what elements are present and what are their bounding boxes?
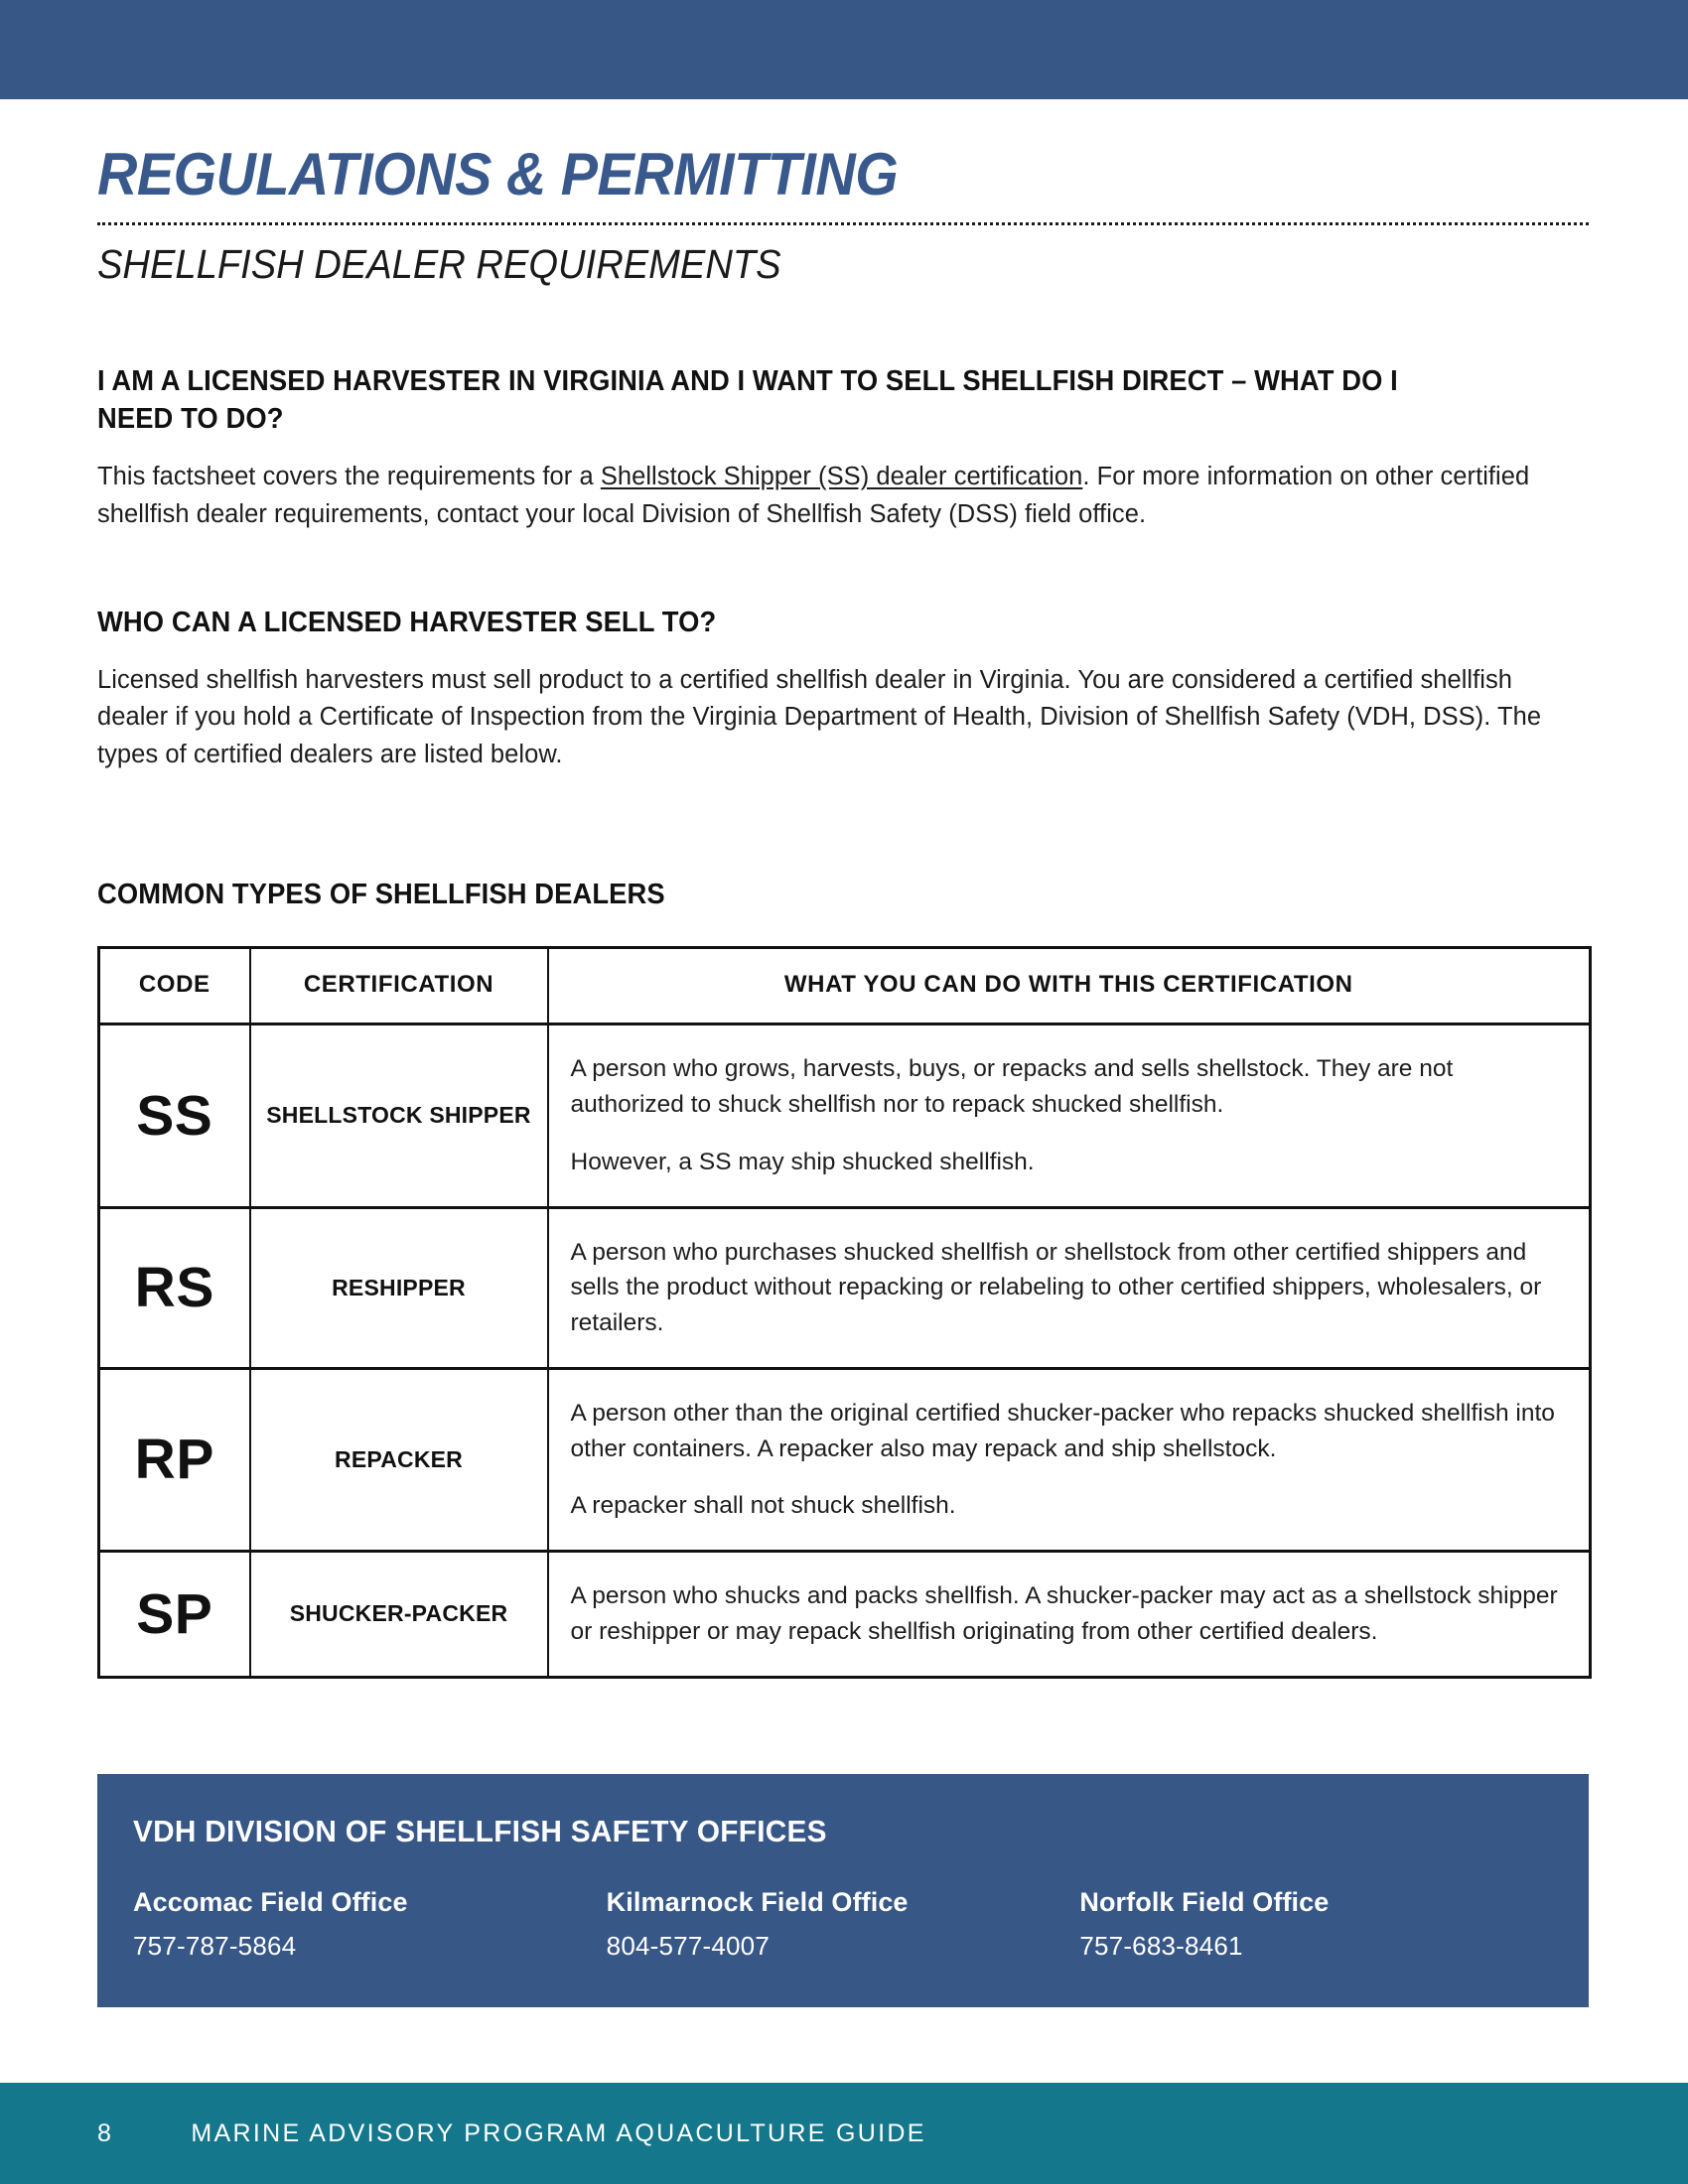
office-entry-norfolk [1079, 1887, 1553, 1962]
answer-harvester-direct-sale [97, 459, 1557, 533]
office-phone[interactable]: 804-577-4007 [606, 1930, 770, 1961]
table-row [99, 1552, 1591, 1678]
dealer-certification-name: REPACKER [250, 1368, 548, 1551]
dealer-code: SP [99, 1552, 250, 1678]
dealer-certification-name: SHELLSTOCK SHIPPER [250, 1024, 548, 1207]
dealer-description-paragraph: A person who shucks and packs shellfish. A shucker-packer may act as a shellstock shipper or reshipper or may repack shellfish originating from other certified dealers. [570, 1582, 1558, 1645]
answer-text-after: . For more information on other certified shellfish dealer requirements, contact your local Division of Shellfish Safety (DSS) field office. [97, 463, 1530, 528]
dealer-certification-name: RESHIPPER [250, 1207, 548, 1368]
column-header-certification: CERTIFICATION [250, 948, 548, 1024]
column-header-description: WHAT YOU CAN DO WITH THIS CERTIFICATION [548, 948, 1591, 1024]
dealer-description-paragraph: A person who purchases shucked shellfish or shellstock from other certified shippers and sells the product without repacking or relabeling to other certified shippers, wholesalers, or retailers. [570, 1238, 1542, 1337]
table-header-row [99, 948, 1591, 1024]
column-header-code: CODE [99, 948, 250, 1024]
answer-text-before: This factsheet covers the requirements for a [97, 463, 601, 491]
dealer-description-paragraph: However, a SS may ship shucked shellfish. [570, 1148, 1035, 1175]
offices-list [133, 1887, 1553, 1962]
shellfish-dealer-types-table [97, 946, 1592, 1678]
office-name: Kilmarnock Field Office [606, 1886, 909, 1917]
question-heading-who-can-sell-to: WHO CAN A LICENSED HARVESTER SELL TO? [97, 607, 717, 639]
dealer-description [548, 1207, 1591, 1368]
footer-page-number: 8 [97, 2118, 112, 2147]
office-entry-kilmarnock [607, 1887, 1080, 1962]
dealer-description [548, 1024, 1591, 1207]
dealer-code: RS [99, 1207, 250, 1368]
dealer-description-paragraph: A person other than the original certified shucker-packer who repacks shucked shellfish into other containers. A repacker also may repack and ship shellstock. [570, 1399, 1555, 1462]
title-divider [97, 222, 1589, 225]
office-phone[interactable]: 757-787-5864 [133, 1930, 297, 1961]
dealer-description [548, 1368, 1591, 1551]
vdh-offices-box [97, 1774, 1589, 2007]
dealer-certification-name: SHUCKER-PACKER [250, 1552, 548, 1678]
table-row [99, 1207, 1591, 1368]
office-entry-accomac [133, 1887, 607, 1962]
dealer-code: SS [99, 1024, 250, 1207]
shellstock-shipper-certification-link[interactable]: Shellstock Shipper (SS) dealer certification [600, 463, 1083, 491]
offices-box-title: VDH DIVISION OF SHELLFISH SAFETY OFFICES [133, 1813, 827, 1848]
dealer-description-paragraph: A person who grows, harvests, buys, or repacks and sells shellstock. They are not authorized to shuck shellfish nor to repack shucked shellfish. [570, 1055, 1454, 1119]
table-header [99, 948, 1591, 1024]
page-content [97, 99, 1589, 2007]
page-subtitle: SHELLFISH DEALER REQUIREMENTS [97, 241, 781, 287]
office-phone[interactable]: 757-683-8461 [1079, 1930, 1243, 1961]
office-name: Norfolk Field Office [1079, 1886, 1330, 1917]
table-heading-common-dealer-types: COMMON TYPES OF SHELLFISH DEALERS [97, 879, 665, 911]
page-footer [0, 2083, 1688, 2184]
top-navy-band [0, 0, 1688, 99]
office-name: Accomac Field Office [133, 1886, 408, 1917]
dealer-code: RP [99, 1368, 250, 1551]
footer-guide-title: MARINE ADVISORY PROGRAM AQUACULTURE GUIDE [191, 2118, 926, 2147]
answer-who-can-sell-to: Licensed shellfish harvesters must sell product to a certified shellfish dealer in Virginia. You are considered a certified shellfish dealer if you hold a Certificate of Inspection from the Virginia Department of Health, Division of Shellfish Safety (VDH, DSS). The types of certified dealers are listed below. [97, 665, 1542, 768]
dealer-description [548, 1552, 1591, 1678]
table-body [99, 1024, 1591, 1677]
table-row [99, 1024, 1591, 1207]
table-row [99, 1368, 1591, 1551]
dealer-description-paragraph: A repacker shall not shuck shellfish. [570, 1492, 956, 1520]
question-heading-harvester-direct-sale: I AM A LICENSED HARVESTER IN VIRGINIA AND I WANT TO SELL SHELLFISH DIRECT – WHAT DO I NEED TO DO? [97, 365, 1398, 436]
page-title: REGULATIONS & PERMITTING [97, 141, 899, 207]
